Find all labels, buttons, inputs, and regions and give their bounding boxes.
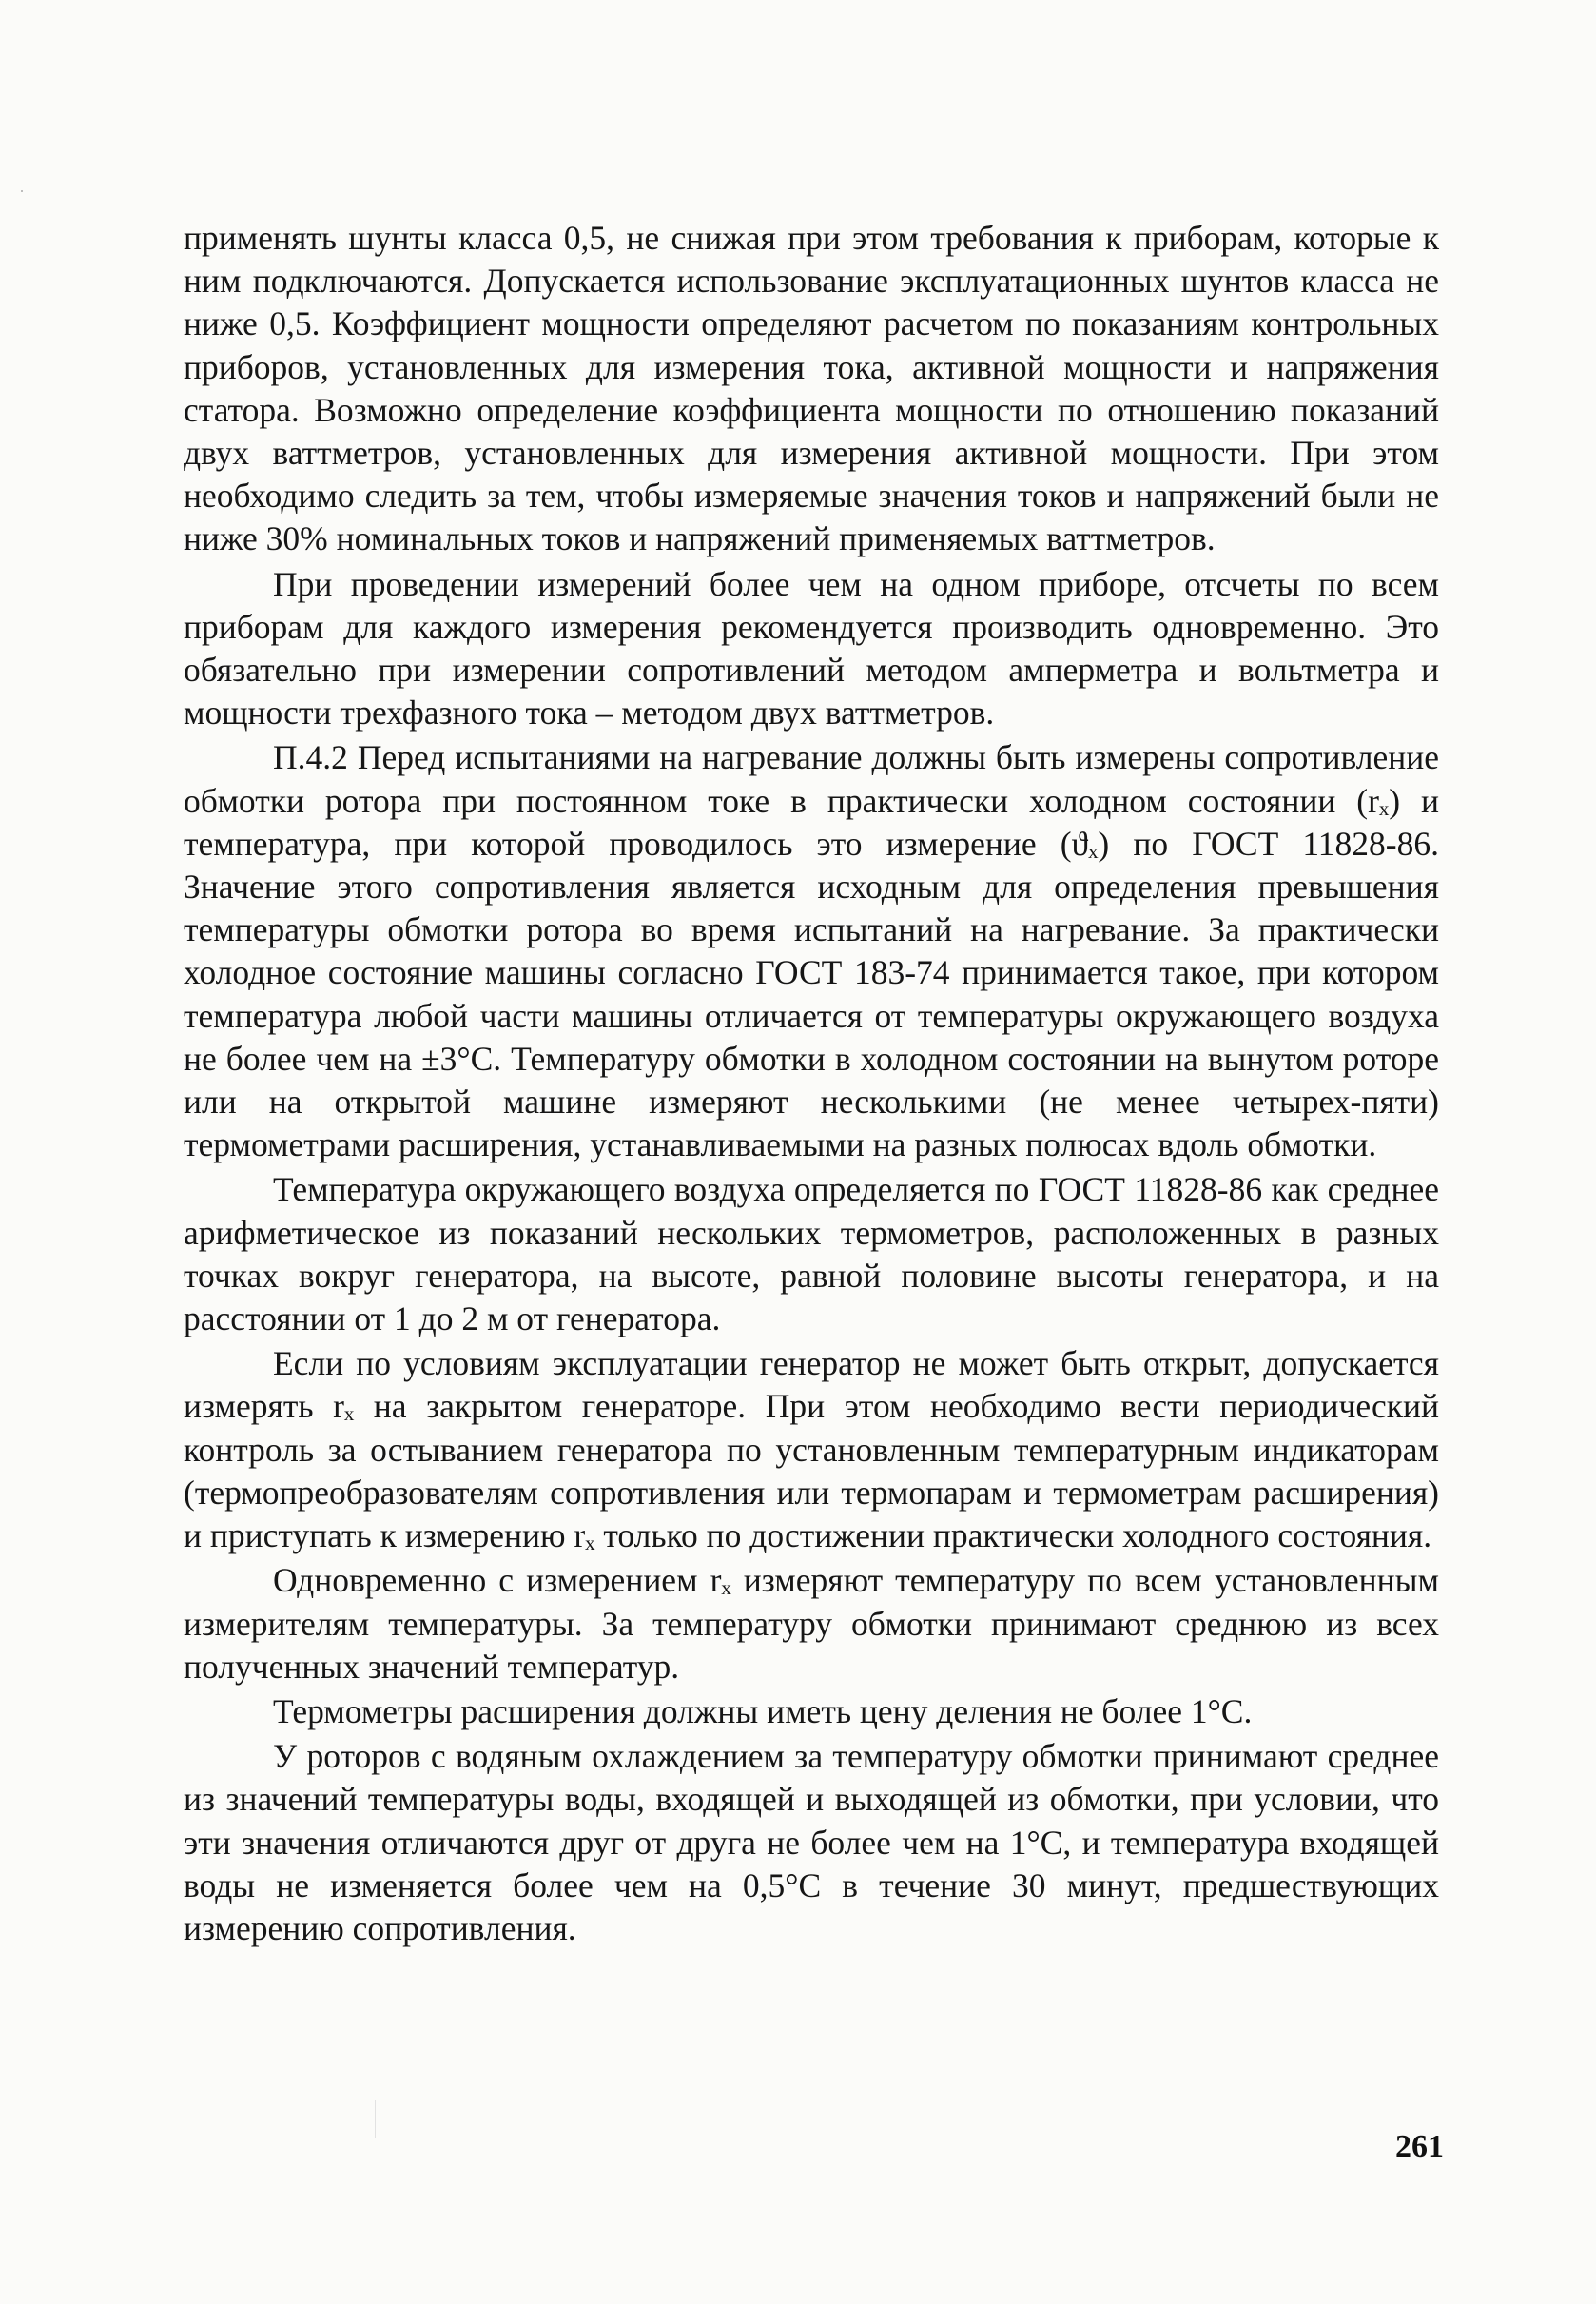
- page-number: 261: [1395, 2129, 1444, 2164]
- paragraph-4: Температура окружающего воздуха определяется по ГОСТ 11828-86 как среднее арифметическое из показаний нескольких термометров, расположенных в разных точках вокруг генератора, на высоте, равной половине высоты генератора, и на расстоянии от 1 до 2 м от генератора.: [184, 1170, 1439, 1338]
- paragraph-3: П.4.2 Перед испытаниями на нагревание должны быть измерены сопротивление обмотки ротора при постоянном токе в практически холодном состоянии (rₓ) и температура, при которой проводилось это измерение (ϑₓ) по ГОСТ 11828-86. Значение этого сопротивления является исходным для определения превышения температуры обмотки ротора во время испытаний на нагревание. За практически холодное состояние машины согласно ГОСТ 183-74 принимается такое, при котором температура любой части машины отличается от температуры окружающего воздуха не более чем на ±3°С. Температуру обмотки в холодном состоянии на вынутом роторе или на открытой машине измеряют несколькими (не менее четырех-пяти) термометрами расширения, устанавливаемыми на разных полюсах вдоль обмотки.: [184, 738, 1439, 1164]
- paragraph-6: Одновременно с измерением rₓ измеряют температуру по всем установленным измерителям температуры. За температуру обмотки принимают среднюю из всех полученных значений температур.: [184, 1561, 1439, 1686]
- paragraph-7: Термометры расширения должны иметь цену деления не более 1°С.: [273, 1691, 1253, 1730]
- scan-speck: [21, 190, 23, 192]
- scan-speck: [375, 2100, 376, 2138]
- body-text: [184, 217, 1439, 1950]
- paragraph-2: При проведении измерений более чем на одном приборе, отсчеты по всем приборам для каждого измерения рекомендуется производить одновременно. Это обязательно при измерении сопротивлений методом амперметра и вольтметра и мощности трехфазного тока – методом двух ваттметров.: [184, 564, 1439, 732]
- paragraph-1: применять шунты класса 0,5, не снижая при этом требования к приборам, которые к ним подключаются. Допускается использование эксплуатационных шунтов класса не ниже 0,5. Коэффициент мощности определяют расчетом по показаниям контрольных приборов, установленных для измерения тока, активной мощности и напряжения статора. Возможно определение коэффициента мощности по отношению показаний двух ваттметров, установленных для измерения активной мощности. При этом необходимо следить за тем, чтобы измеряемые значения токов и напряжений были не ниже 30% номинальных токов и напряжений применяемых ваттметров.: [184, 219, 1439, 558]
- paragraph-8: У роторов с водяным охлаждением за температуру обмотки принимают среднее из значений температуры воды, входящей и выходящей из обмотки, при условии, что эти значения отличаются друг от друга не более чем на 1°С, и температура входящей воды не изменяется более чем на 0,5°С в течение 30 минут, предшествующих измерению сопротивления.: [184, 1737, 1439, 1947]
- paragraph-5: Если по условиям эксплуатации генератор не может быть открыт, допускается измерять rₓ на закрытом генераторе. При этом необходимо вести периодический контроль за остыванием генератора по установленным температурным индикаторам (термопреобразователям сопротивления или термопарам и термометрам расширения) и приступать к измерению rₓ только по достижении практически холодного состояния.: [184, 1344, 1439, 1555]
